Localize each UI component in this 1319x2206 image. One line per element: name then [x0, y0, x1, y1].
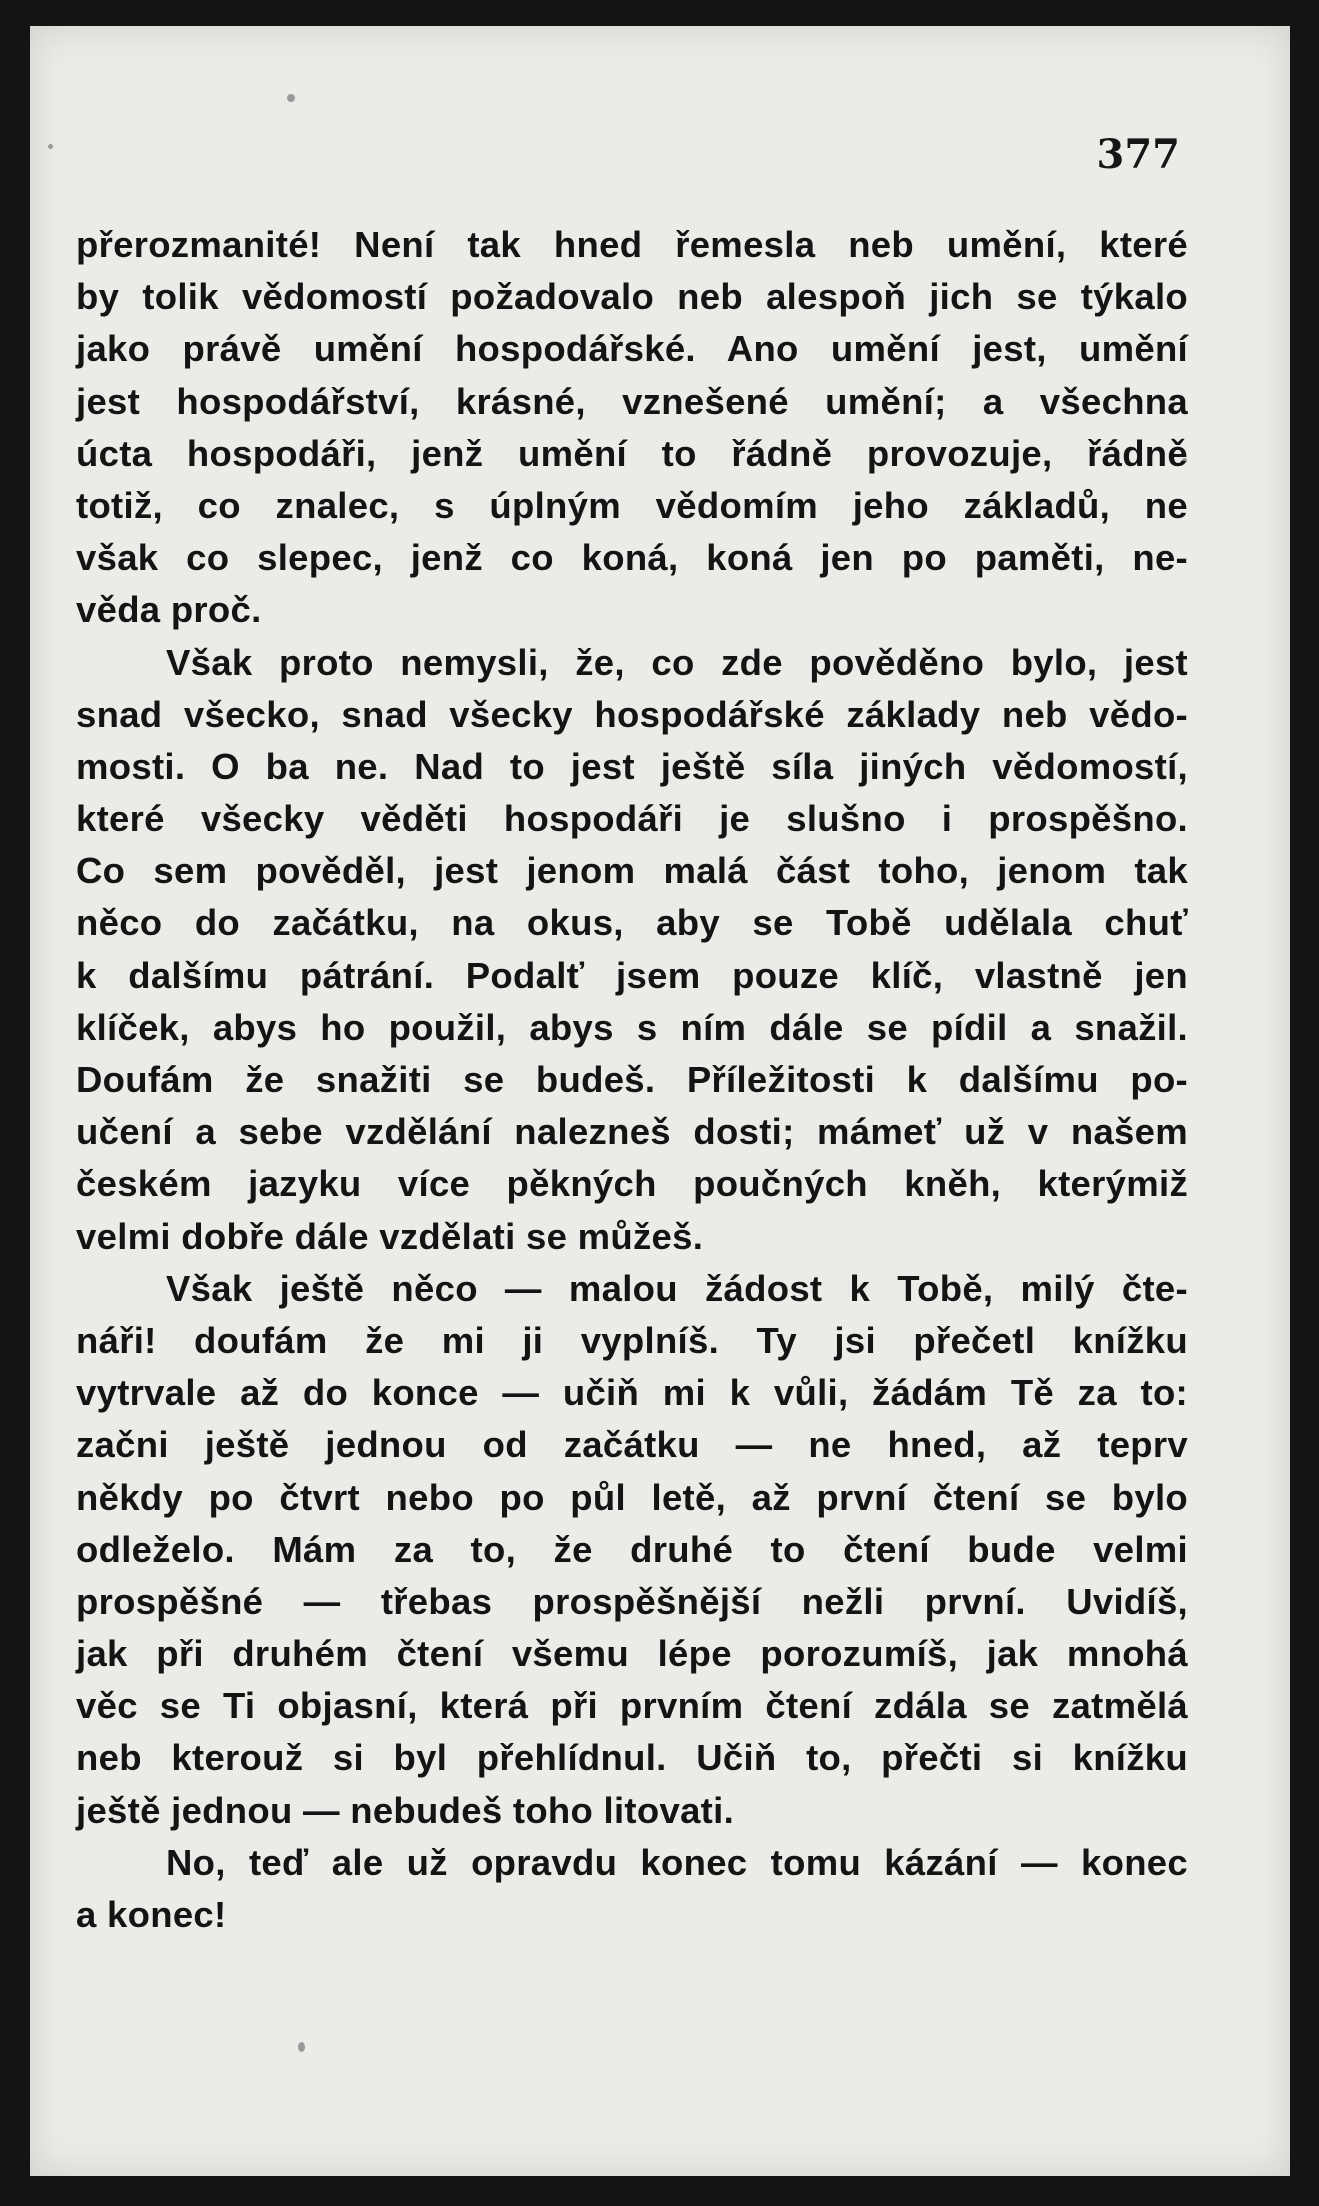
- text-line: jak při druhém čtení všemu lépe porozumíš, jak mnohá: [76, 1633, 1188, 1675]
- text-line: odleželo. Mám za to, že druhé to čtení bude velmi: [76, 1528, 1188, 1570]
- paragraph-first-line: Však proto nemysli, že, co zde pověděno bylo, jest: [166, 641, 1188, 683]
- text-line: Co sem pověděl, jest jenom malá část toho, jenom tak: [76, 850, 1188, 892]
- text-line: a konec!: [76, 1894, 227, 1935]
- text-line: prospěšné — třebas prospěšnější nežli první. Uvidíš,: [76, 1580, 1188, 1622]
- paragraph-first-line: No, teď ale už opravdu konec tomu kázání — konec: [166, 1841, 1188, 1883]
- paper-speck: [298, 2042, 305, 2052]
- paragraph-first-line: Však ještě něco — malou žádost k Tobě, milý čte-: [166, 1267, 1188, 1309]
- text-line: ještě jednou — nebudeš toho litovati.: [76, 1789, 735, 1831]
- text-line: věda proč.: [76, 589, 262, 631]
- text-line: jako právě umění hospodářské. Ano umění jest, umění: [76, 328, 1188, 370]
- text-line: vytrvale až do konce — učiň mi k vůli, žádám Tě za to:: [76, 1372, 1188, 1414]
- text-line: věc se Ti objasní, která při prvním čtení zdála se zatmělá: [76, 1685, 1188, 1727]
- text-line: přerozmanité! Není tak hned řemesla neb umění, které: [76, 224, 1188, 265]
- text-line: mosti. O ba ne. Nad to jest ještě síla jiných vědomostí,: [76, 745, 1188, 787]
- text-line: snad všecko, snad všecky hospodářské základy neb vědo-: [76, 693, 1188, 735]
- text-line: jest hospodářství, krásné, vznešené umění; a všechna: [76, 380, 1188, 422]
- text-line: které všecky věděti hospodáři je slušno i prospěšno.: [76, 798, 1188, 840]
- text-line: Doufám že snažiti se budeš. Příležitosti k dalšímu po-: [76, 1059, 1188, 1100]
- text-line: úcta hospodáři, jenž umění to řádně provozuje, řádně: [76, 432, 1188, 474]
- paper-speck: [287, 94, 295, 102]
- text-line: totiž, co znalec, s úplným vědomím jeho základů, ne: [76, 484, 1188, 526]
- text-line: náři! doufám že mi ji vyplníš. Ty jsi přečetl knížku: [76, 1319, 1188, 1361]
- book-page: [30, 26, 1290, 2176]
- text-line: by tolik vědomostí požadovalo neb alespoň jich se týkalo: [76, 276, 1188, 318]
- page-number: 377: [1096, 131, 1180, 178]
- text-line: začni ještě jednou od začátku — ne hned, až teprv: [76, 1424, 1188, 1466]
- paper-speck: [48, 144, 53, 149]
- text-line: někdy po čtvrt nebo po půl letě, až první čtení se bylo: [76, 1476, 1188, 1518]
- text-line: k dalšímu pátrání. Podalť jsem pouze klíč, vlastně jen: [76, 954, 1188, 996]
- body-text: [76, 219, 1188, 1941]
- text-line: velmi dobře dále vzdělati se můžeš.: [76, 1215, 704, 1257]
- text-line: klíček, abys ho použil, abys s ním dále se pídil a snažil.: [76, 1006, 1188, 1048]
- text-line: něco do začátku, na okus, aby se Tobě udělala chuť: [76, 902, 1188, 944]
- text-line: však co slepec, jenž co koná, koná jen po paměti, ne-: [76, 537, 1188, 579]
- text-line: českém jazyku více pěkných poučných kněh, kterýmiž: [76, 1163, 1188, 1205]
- text-line: učení a sebe vzdělání nalezneš dosti; mámeť už v našem: [76, 1111, 1188, 1153]
- text-line: neb kterouž si byl přehlídnul. Učiň to, přečti si knížku: [76, 1737, 1188, 1779]
